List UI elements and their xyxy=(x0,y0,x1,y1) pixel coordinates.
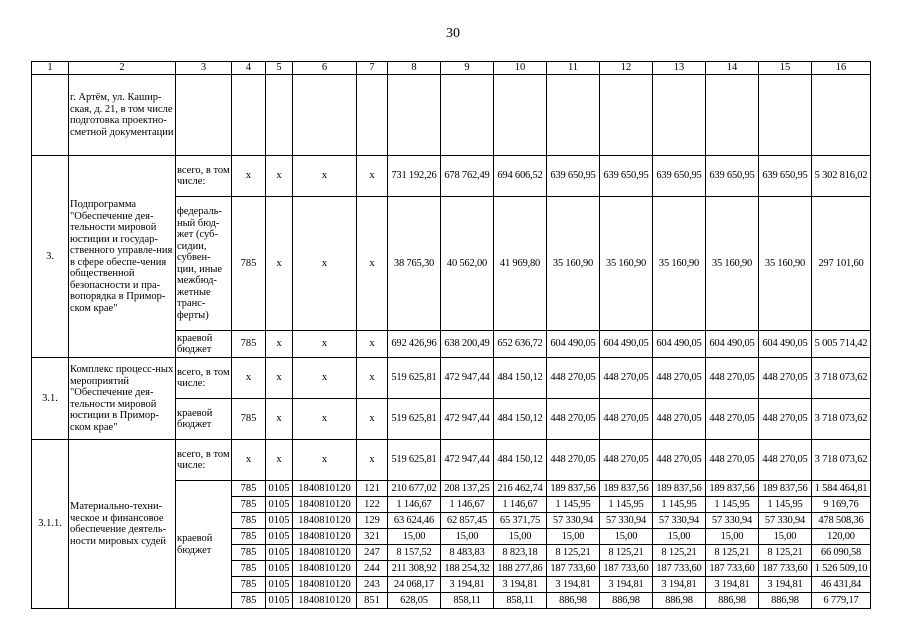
amount-cell: 448 270,05 xyxy=(706,399,759,440)
amount-cell: 8 157,52 xyxy=(388,545,441,561)
admin-code: 785 xyxy=(232,513,266,529)
amount-cell: 628,05 xyxy=(388,593,441,609)
empty-cell xyxy=(266,75,293,156)
amount-cell: 57 330,94 xyxy=(547,513,600,529)
amount-cell: 8 125,21 xyxy=(706,545,759,561)
amount-cell: 858,11 xyxy=(494,593,547,609)
amount-cell: 62 857,45 xyxy=(441,513,494,529)
section-code: 0105 xyxy=(266,529,293,545)
funding-source: краевой бюджет xyxy=(176,481,232,609)
target-item-code: x xyxy=(293,197,357,331)
column-number: 8 xyxy=(388,62,441,75)
amount-cell: 297 101,60 xyxy=(812,197,871,331)
amount-cell: 1 145,95 xyxy=(759,497,812,513)
target-item-code: 1840810120 xyxy=(293,481,357,497)
section-code: 0105 xyxy=(266,497,293,513)
expense-type-code: x xyxy=(357,331,388,358)
admin-code: x xyxy=(232,358,266,399)
column-header-row xyxy=(32,62,871,75)
column-number: 13 xyxy=(653,62,706,75)
amount-cell: 189 837,56 xyxy=(600,481,653,497)
column-number: 4 xyxy=(232,62,266,75)
amount-cell: 38 765,30 xyxy=(388,197,441,331)
amount-cell: 189 837,56 xyxy=(547,481,600,497)
amount-cell: 188 277,86 xyxy=(494,561,547,577)
amount-cell: 639 650,95 xyxy=(547,156,600,197)
amount-cell: 484 150,12 xyxy=(494,440,547,481)
amount-cell: 886,98 xyxy=(600,593,653,609)
section-code: x xyxy=(266,197,293,331)
expense-type-code: 247 xyxy=(357,545,388,561)
amount-cell: 1 145,95 xyxy=(547,497,600,513)
amount-cell: 3 194,81 xyxy=(600,577,653,593)
amount-cell: 639 650,95 xyxy=(759,156,812,197)
amount-cell: 472 947,44 xyxy=(441,440,494,481)
amount-cell: 448 270,05 xyxy=(653,440,706,481)
target-item-code: 1840810120 xyxy=(293,577,357,593)
amount-cell: 1 584 464,81 xyxy=(812,481,871,497)
empty-cell xyxy=(547,75,600,156)
table-row xyxy=(32,358,871,399)
amount-cell: 5 302 816,02 xyxy=(812,156,871,197)
amount-cell: 448 270,05 xyxy=(706,358,759,399)
amount-cell: 15,00 xyxy=(653,529,706,545)
amount-cell: 448 270,05 xyxy=(653,399,706,440)
amount-cell: 639 650,95 xyxy=(653,156,706,197)
amount-cell: 448 270,05 xyxy=(600,358,653,399)
admin-code: 785 xyxy=(232,331,266,358)
column-number: 14 xyxy=(706,62,759,75)
amount-cell: 8 823,18 xyxy=(494,545,547,561)
amount-cell: 886,98 xyxy=(547,593,600,609)
amount-cell: 5 005 714,42 xyxy=(812,331,871,358)
amount-cell: 6 779,17 xyxy=(812,593,871,609)
expense-type-code: 243 xyxy=(357,577,388,593)
admin-code: 785 xyxy=(232,577,266,593)
section-code: x xyxy=(266,331,293,358)
amount-cell: 208 137,25 xyxy=(441,481,494,497)
amount-cell: 189 837,56 xyxy=(653,481,706,497)
amount-cell: 57 330,94 xyxy=(706,513,759,529)
row-number: 3.1.1. xyxy=(32,440,69,609)
column-number: 3 xyxy=(176,62,232,75)
amount-cell: 448 270,05 xyxy=(759,440,812,481)
column-number: 10 xyxy=(494,62,547,75)
amount-cell: 57 330,94 xyxy=(759,513,812,529)
amount-cell: 604 490,05 xyxy=(706,331,759,358)
amount-cell: 1 526 509,10 xyxy=(812,561,871,577)
target-item-code: x xyxy=(293,399,357,440)
budget-table xyxy=(31,61,871,609)
column-number: 12 xyxy=(600,62,653,75)
empty-cell xyxy=(441,75,494,156)
amount-cell: 472 947,44 xyxy=(441,399,494,440)
amount-cell: 15,00 xyxy=(706,529,759,545)
section-code: 0105 xyxy=(266,577,293,593)
amount-cell: 858,11 xyxy=(441,593,494,609)
amount-cell: 694 606,52 xyxy=(494,156,547,197)
amount-cell: 652 636,72 xyxy=(494,331,547,358)
amount-cell: 35 160,90 xyxy=(600,197,653,331)
amount-cell: 3 194,81 xyxy=(706,577,759,593)
amount-cell: 15,00 xyxy=(547,529,600,545)
amount-cell: 448 270,05 xyxy=(547,440,600,481)
amount-cell: 216 462,74 xyxy=(494,481,547,497)
amount-cell: 187 733,60 xyxy=(706,561,759,577)
expense-type-code: x xyxy=(357,156,388,197)
funding-source: всего, в том числе: xyxy=(176,358,232,399)
amount-cell: 9 169,76 xyxy=(812,497,871,513)
funding-source: краевой бюджет xyxy=(176,331,232,358)
funding-source: всего, в том числе: xyxy=(176,156,232,197)
table-row xyxy=(32,156,871,197)
amount-cell: 886,98 xyxy=(759,593,812,609)
amount-cell: 189 837,56 xyxy=(706,481,759,497)
amount-cell: 604 490,05 xyxy=(759,331,812,358)
row-number xyxy=(32,75,69,156)
empty-cell xyxy=(706,75,759,156)
admin-code: x xyxy=(232,156,266,197)
amount-cell: 187 733,60 xyxy=(653,561,706,577)
empty-cell xyxy=(653,75,706,156)
empty-cell xyxy=(388,75,441,156)
amount-cell: 678 762,49 xyxy=(441,156,494,197)
empty-cell xyxy=(176,75,232,156)
amount-cell: 8 125,21 xyxy=(653,545,706,561)
empty-cell xyxy=(494,75,547,156)
amount-cell: 1 145,95 xyxy=(600,497,653,513)
amount-cell: 478 508,36 xyxy=(812,513,871,529)
amount-cell: 604 490,05 xyxy=(653,331,706,358)
amount-cell: 448 270,05 xyxy=(706,440,759,481)
row-number: 3.1. xyxy=(32,358,69,440)
target-item-code: 1840810120 xyxy=(293,497,357,513)
section-code: x xyxy=(266,399,293,440)
column-number: 9 xyxy=(441,62,494,75)
amount-cell: 1 146,67 xyxy=(441,497,494,513)
expense-type-code: 851 xyxy=(357,593,388,609)
empty-cell xyxy=(293,75,357,156)
amount-cell: 8 483,83 xyxy=(441,545,494,561)
column-number: 5 xyxy=(266,62,293,75)
amount-cell: 211 308,92 xyxy=(388,561,441,577)
amount-cell: 639 650,95 xyxy=(600,156,653,197)
section-code: 0105 xyxy=(266,481,293,497)
expense-type-code: 122 xyxy=(357,497,388,513)
target-item-code: x xyxy=(293,440,357,481)
amount-cell: 692 426,96 xyxy=(388,331,441,358)
funding-source: всего, в том числе: xyxy=(176,440,232,481)
amount-cell: 35 160,90 xyxy=(759,197,812,331)
amount-cell: 15,00 xyxy=(759,529,812,545)
amount-cell: 57 330,94 xyxy=(653,513,706,529)
section-code: x xyxy=(266,358,293,399)
column-number: 11 xyxy=(547,62,600,75)
row-name: Комплекс процесс-ных мероприятий "Обеспечение дея-тельности мировой юстиции в Примор-ском крае" xyxy=(69,358,176,440)
amount-cell: 1 146,67 xyxy=(388,497,441,513)
admin-code: 785 xyxy=(232,529,266,545)
amount-cell: 886,98 xyxy=(653,593,706,609)
amount-cell: 3 194,81 xyxy=(441,577,494,593)
amount-cell: 3 194,81 xyxy=(759,577,812,593)
admin-code: 785 xyxy=(232,399,266,440)
amount-cell: 3 194,81 xyxy=(494,577,547,593)
row-name: Подпрограмма "Обеспечение дея-тельности мировой юстиции и государ-ственного управле-ния в сфере обеспе-чения общественной безопасности и пра-вопорядка в Примор-ском крае" xyxy=(69,156,176,358)
expense-type-code: 321 xyxy=(357,529,388,545)
amount-cell: 188 254,32 xyxy=(441,561,494,577)
amount-cell: 448 270,05 xyxy=(759,399,812,440)
amount-cell: 15,00 xyxy=(388,529,441,545)
amount-cell: 1 145,95 xyxy=(653,497,706,513)
amount-cell: 15,00 xyxy=(600,529,653,545)
amount-cell: 35 160,90 xyxy=(706,197,759,331)
section-code: 0105 xyxy=(266,593,293,609)
row-number: 3. xyxy=(32,156,69,358)
table-row xyxy=(32,440,871,481)
amount-cell: 35 160,90 xyxy=(653,197,706,331)
amount-cell: 187 733,60 xyxy=(759,561,812,577)
amount-cell: 886,98 xyxy=(706,593,759,609)
empty-cell xyxy=(357,75,388,156)
target-item-code: 1840810120 xyxy=(293,529,357,545)
amount-cell: 484 150,12 xyxy=(494,358,547,399)
amount-cell: 8 125,21 xyxy=(600,545,653,561)
amount-cell: 448 270,05 xyxy=(547,399,600,440)
funding-source: федераль-ный бюд-жет (суб-сидии, субвен-ции, иные межбюд-жетные транс-ферты) xyxy=(176,197,232,331)
amount-cell: 210 677,02 xyxy=(388,481,441,497)
amount-cell: 8 125,21 xyxy=(759,545,812,561)
amount-cell: 65 371,75 xyxy=(494,513,547,529)
amount-cell: 731 192,26 xyxy=(388,156,441,197)
empty-cell xyxy=(759,75,812,156)
row-name: Материально-техни-ческое и финансовое обеспечение деятель-ности мировых судей xyxy=(69,440,176,609)
column-number: 6 xyxy=(293,62,357,75)
amount-cell: 448 270,05 xyxy=(653,358,706,399)
page-number: 30 xyxy=(446,26,460,41)
amount-cell: 66 090,58 xyxy=(812,545,871,561)
amount-cell: 3 718 073,62 xyxy=(812,358,871,399)
column-number: 7 xyxy=(357,62,388,75)
admin-code: 785 xyxy=(232,545,266,561)
amount-cell: 1 145,95 xyxy=(706,497,759,513)
section-code: x xyxy=(266,156,293,197)
amount-cell: 448 270,05 xyxy=(547,358,600,399)
admin-code: 785 xyxy=(232,197,266,331)
target-item-code: 1840810120 xyxy=(293,545,357,561)
amount-cell: 3 194,81 xyxy=(653,577,706,593)
amount-cell: 57 330,94 xyxy=(600,513,653,529)
admin-code: 785 xyxy=(232,481,266,497)
target-item-code: 1840810120 xyxy=(293,561,357,577)
table-row xyxy=(32,75,871,156)
amount-cell: 15,00 xyxy=(441,529,494,545)
column-number: 2 xyxy=(69,62,176,75)
expense-type-code: 121 xyxy=(357,481,388,497)
amount-cell: 189 837,56 xyxy=(759,481,812,497)
amount-cell: 639 650,95 xyxy=(706,156,759,197)
admin-code: x xyxy=(232,440,266,481)
amount-cell: 8 125,21 xyxy=(547,545,600,561)
amount-cell: 63 624,46 xyxy=(388,513,441,529)
amount-cell: 24 068,17 xyxy=(388,577,441,593)
empty-cell xyxy=(812,75,871,156)
amount-cell: 484 150,12 xyxy=(494,399,547,440)
amount-cell: 187 733,60 xyxy=(600,561,653,577)
target-item-code: x xyxy=(293,156,357,197)
empty-cell xyxy=(600,75,653,156)
column-number: 1 xyxy=(32,62,69,75)
section-code: 0105 xyxy=(266,513,293,529)
amount-cell: 15,00 xyxy=(494,529,547,545)
amount-cell: 448 270,05 xyxy=(600,399,653,440)
expense-type-code: x xyxy=(357,399,388,440)
expense-type-code: x xyxy=(357,358,388,399)
amount-cell: 519 625,81 xyxy=(388,440,441,481)
target-item-code: 1840810120 xyxy=(293,513,357,529)
amount-cell: 519 625,81 xyxy=(388,358,441,399)
amount-cell: 120,00 xyxy=(812,529,871,545)
target-item-code: x xyxy=(293,331,357,358)
section-code: x xyxy=(266,440,293,481)
amount-cell: 519 625,81 xyxy=(388,399,441,440)
amount-cell: 604 490,05 xyxy=(547,331,600,358)
amount-cell: 448 270,05 xyxy=(600,440,653,481)
amount-cell: 448 270,05 xyxy=(759,358,812,399)
target-item-code: x xyxy=(293,358,357,399)
amount-cell: 40 562,00 xyxy=(441,197,494,331)
funding-source: краевой бюджет xyxy=(176,399,232,440)
amount-cell: 3 718 073,62 xyxy=(812,399,871,440)
amount-cell: 472 947,44 xyxy=(441,358,494,399)
amount-cell: 604 490,05 xyxy=(600,331,653,358)
expense-type-code: x xyxy=(357,440,388,481)
row-name: г. Артём, ул. Кашир-ская, д. 21, в том числе подготовка проектно-сметной документации xyxy=(69,75,176,156)
amount-cell: 1 146,67 xyxy=(494,497,547,513)
section-code: 0105 xyxy=(266,545,293,561)
column-number: 16 xyxy=(812,62,871,75)
expense-type-code: x xyxy=(357,197,388,331)
target-item-code: 1840810120 xyxy=(293,593,357,609)
amount-cell: 638 200,49 xyxy=(441,331,494,358)
empty-cell xyxy=(232,75,266,156)
admin-code: 785 xyxy=(232,561,266,577)
admin-code: 785 xyxy=(232,497,266,513)
amount-cell: 46 431,84 xyxy=(812,577,871,593)
admin-code: 785 xyxy=(232,593,266,609)
amount-cell: 187 733,60 xyxy=(547,561,600,577)
section-code: 0105 xyxy=(266,561,293,577)
column-number: 15 xyxy=(759,62,812,75)
amount-cell: 3 718 073,62 xyxy=(812,440,871,481)
amount-cell: 3 194,81 xyxy=(547,577,600,593)
amount-cell: 41 969,80 xyxy=(494,197,547,331)
expense-type-code: 129 xyxy=(357,513,388,529)
amount-cell: 35 160,90 xyxy=(547,197,600,331)
expense-type-code: 244 xyxy=(357,561,388,577)
